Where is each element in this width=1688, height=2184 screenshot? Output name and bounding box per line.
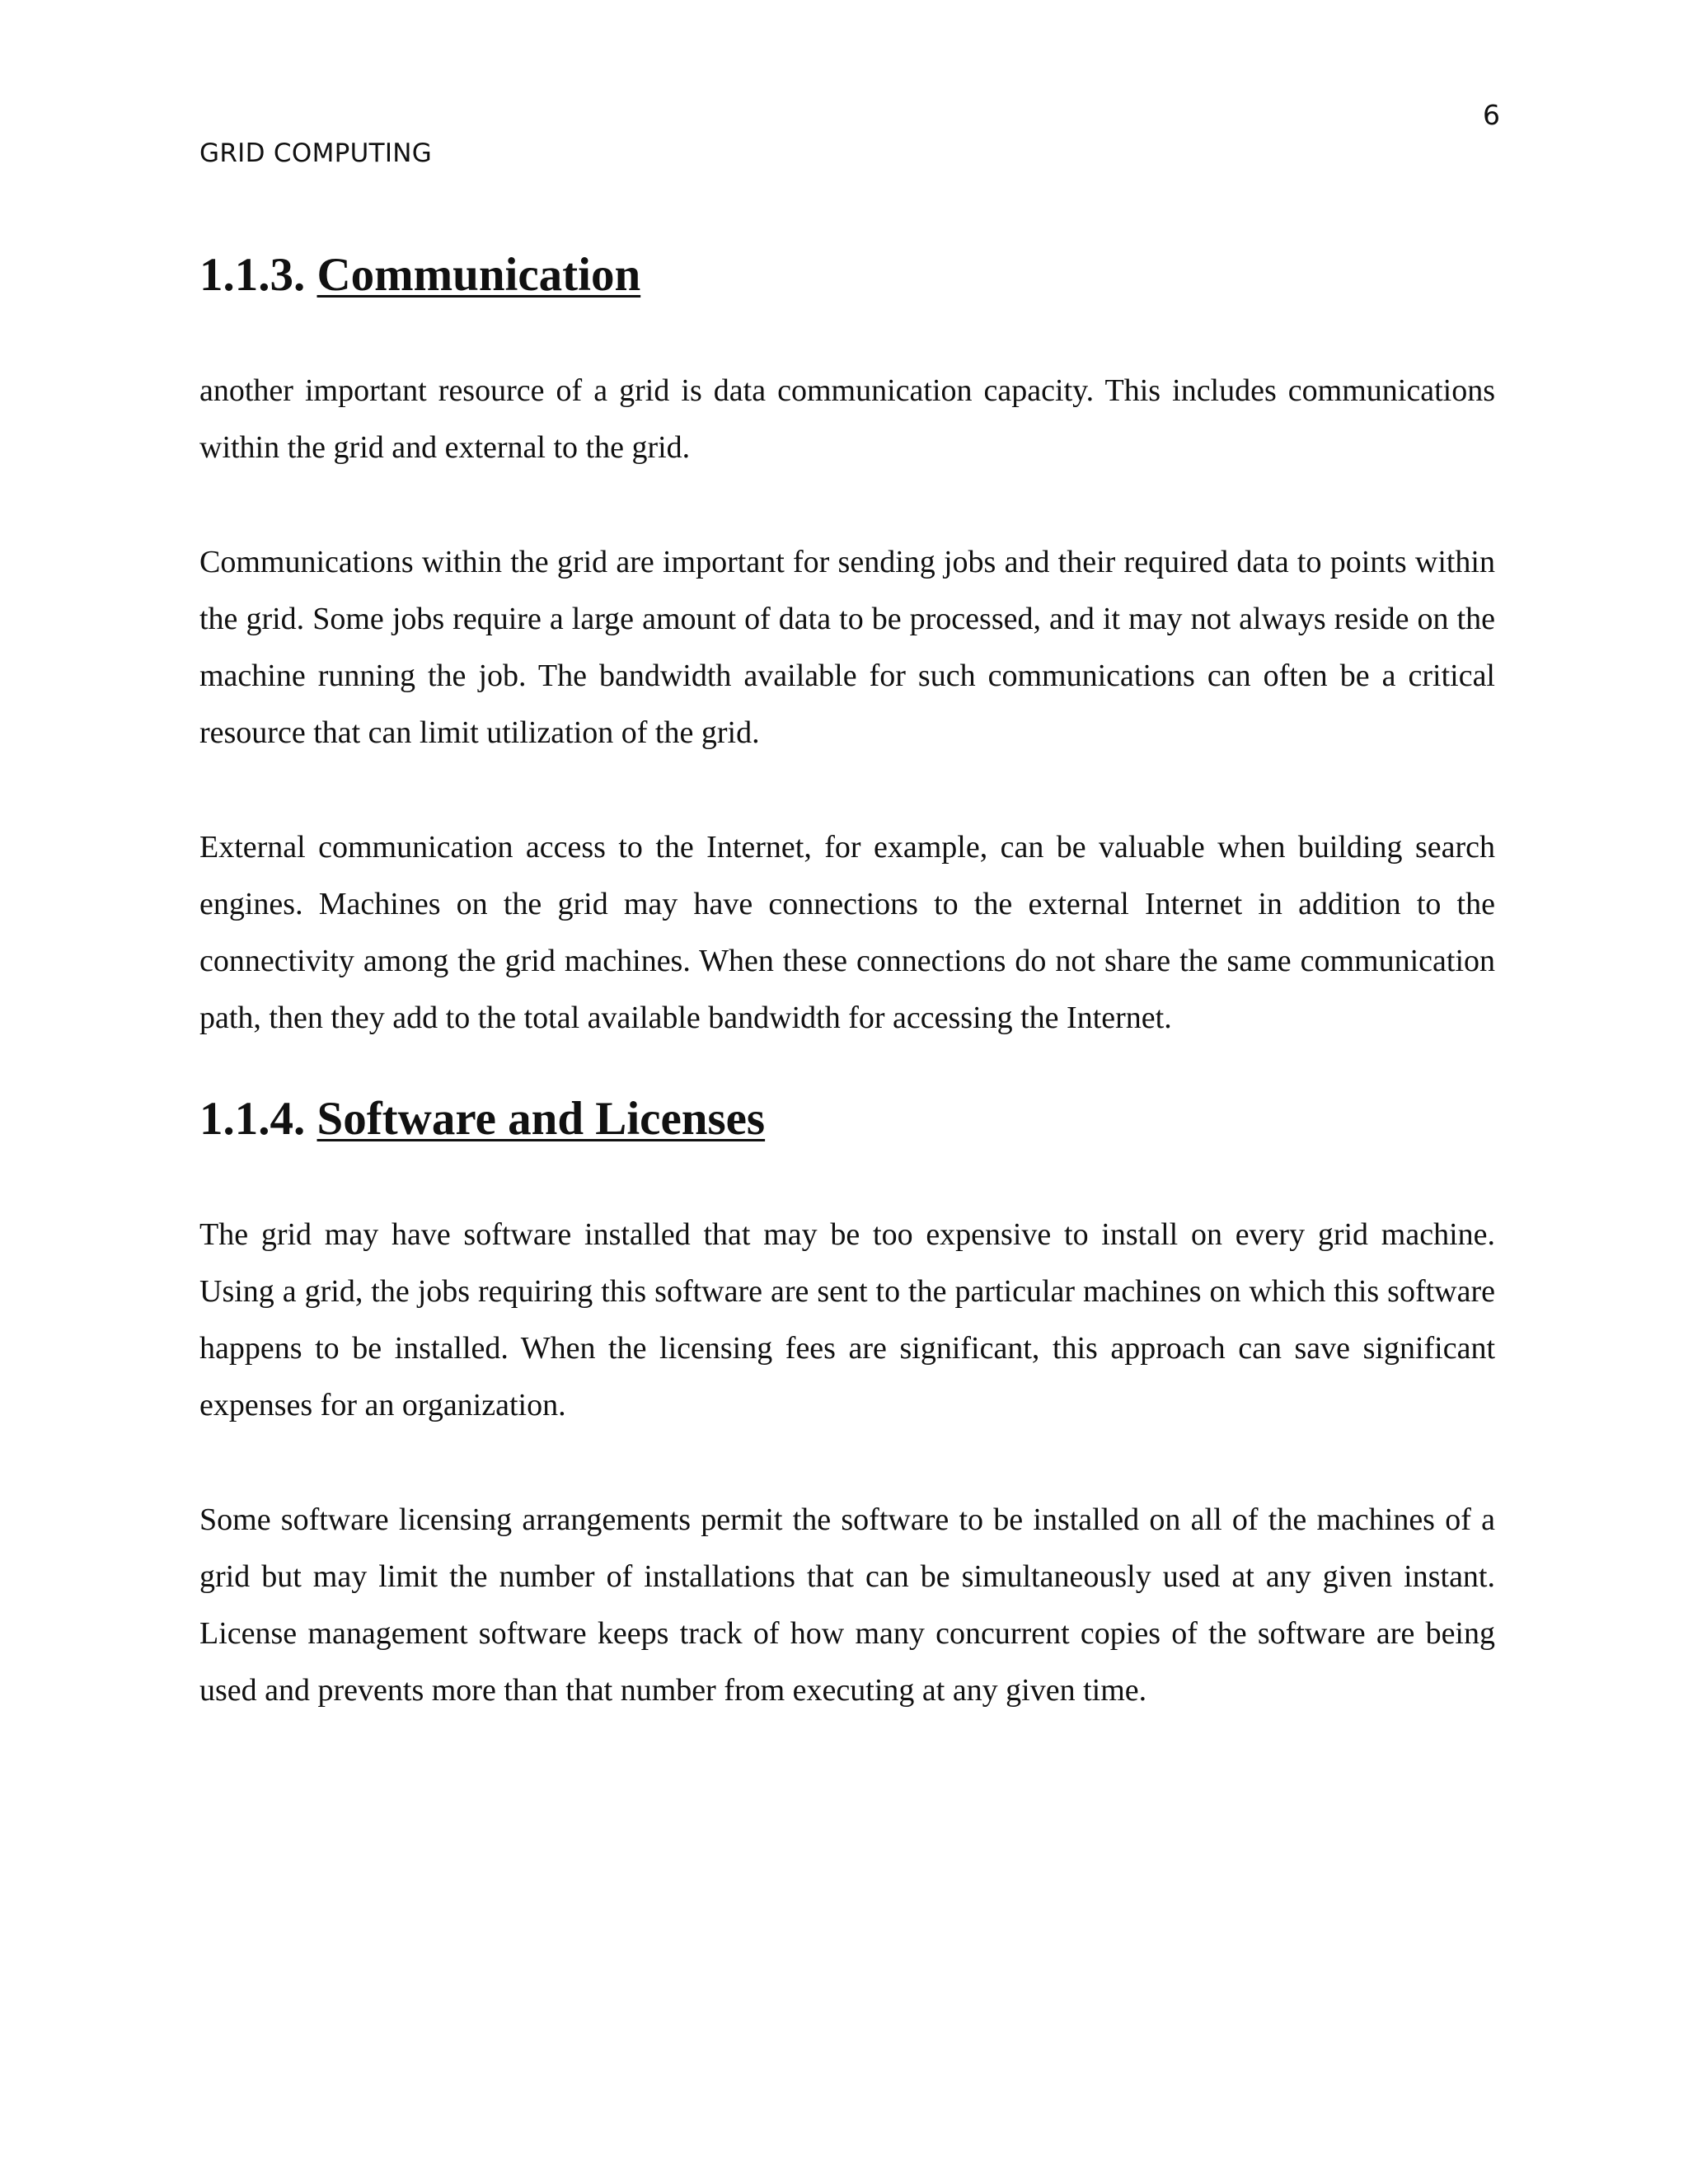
section-heading-software-licenses: [199, 1093, 1495, 1145]
section-number: 1.1.4.: [199, 1093, 306, 1145]
page-number: 6: [1483, 99, 1500, 131]
section-number: 1.1.3.: [199, 249, 306, 301]
paragraph: Communications within the grid are important for sending jobs and their required data to points within the grid. Some jobs require a large amount of data to be processed, and it may not always reside on the machine running the job. The bandwidth available for such communications can often be a critical resource that can limit utilization of the grid.: [199, 545, 1495, 750]
running-header: GRID COMPUTING: [199, 138, 433, 168]
section-title: Communication: [316, 249, 641, 301]
paragraph: another important resource of a grid is data communication capacity. This includes communications within the grid and external to the grid.: [199, 373, 1495, 465]
section-title: Software and Licenses: [316, 1093, 766, 1145]
document-body: [199, 249, 1495, 1719]
paragraph: The grid may have software installed that may be too expensive to install on every grid machine. Using a grid, the jobs requiring this software are sent to the particular machines on which this software happens to be installed. When the licensing fees are significant, this approach can save significant expenses for an organization.: [199, 1217, 1495, 1422]
paragraph: Some software licensing arrangements permit the software to be installed on all of the machines of a grid but may limit the number of installations that can be simultaneously used at any given instant. License management software keeps track of how many concurrent copies of the software are being used and prevents more than that number from executing at any given time.: [199, 1502, 1495, 1708]
section-heading-communication: [199, 249, 1495, 301]
paragraph: External communication access to the Internet, for example, can be valuable when building search engines. Machines on the grid may have connections to the external Internet in addition to the connectivity among the grid machines. When these connections do not share the same communication path, then they add to the total available bandwidth for accessing the Internet.: [199, 830, 1495, 1035]
